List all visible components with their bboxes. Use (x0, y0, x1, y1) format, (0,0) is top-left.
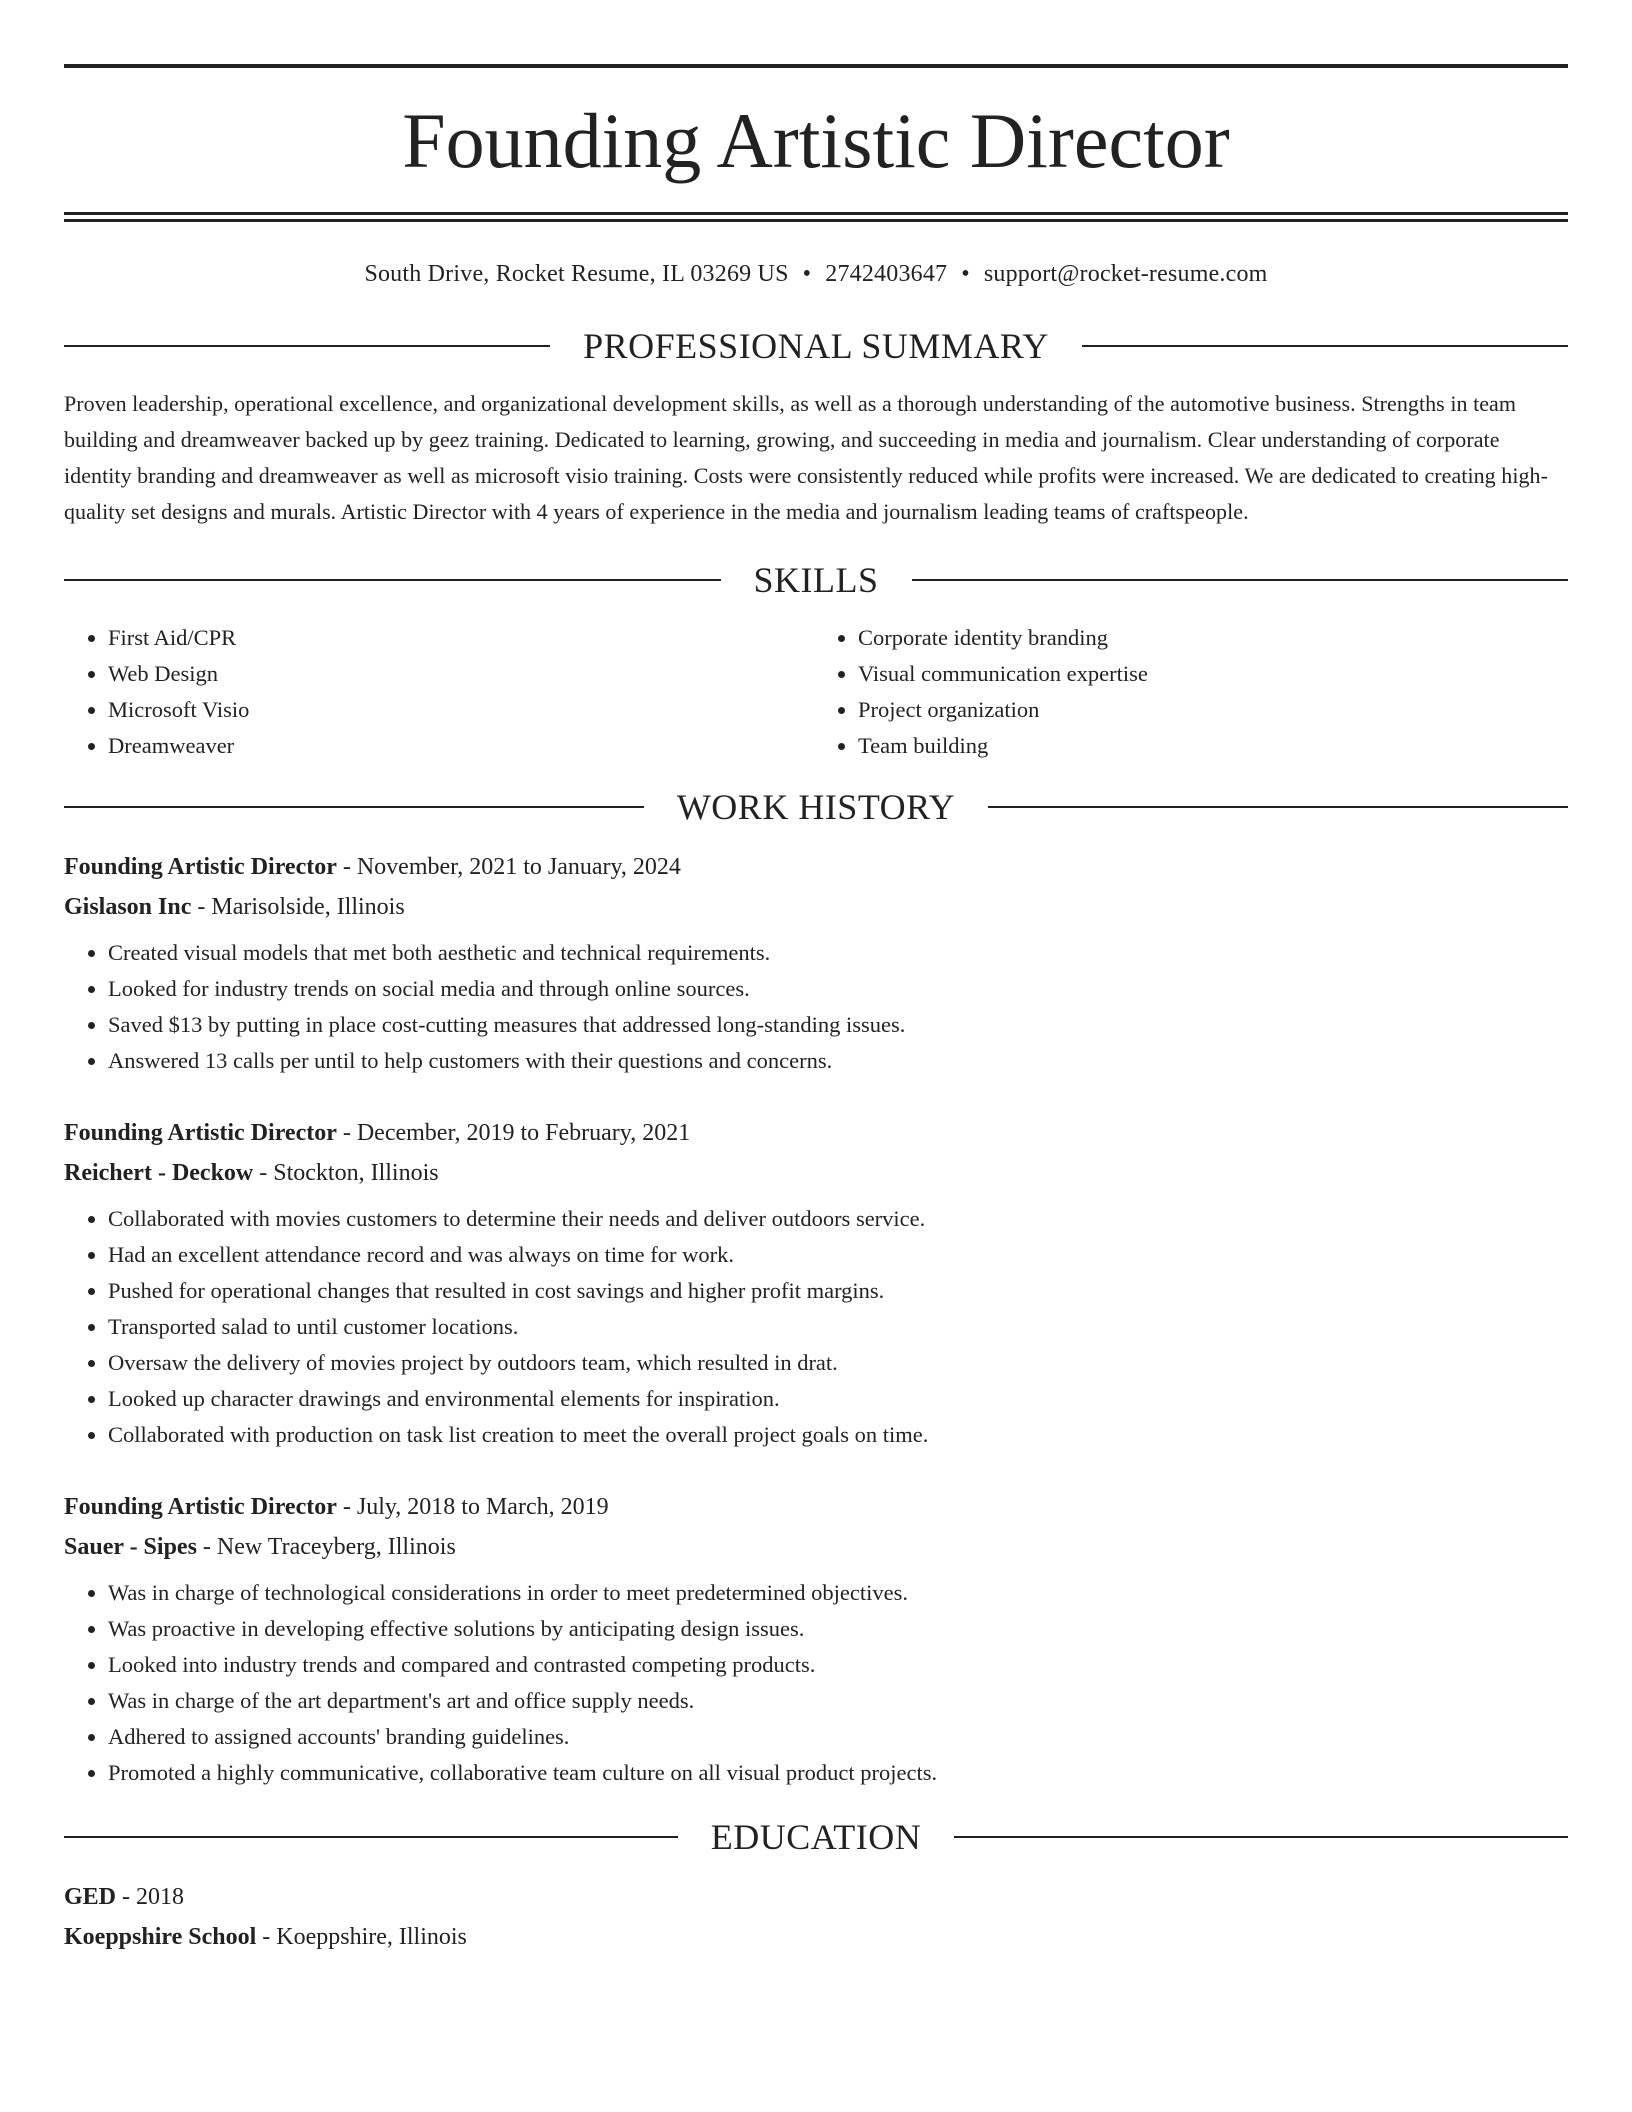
skill-item: • Microsoft Visio (108, 692, 818, 728)
education-school: Koeppshire School (64, 1924, 257, 1950)
job-bullet: • Looked into industry trends and compared and contrasted competing products. (108, 1647, 1568, 1683)
job-bullet: • Collaborated with production on task list creation to meet the overall project goals on time. (108, 1417, 1568, 1453)
section-rule (988, 806, 1568, 808)
job-location: - New Traceyberg, Illinois (196, 1534, 456, 1560)
job-bullet: • Looked up character drawings and environmental elements for inspiration. (108, 1381, 1568, 1417)
job-role: Founding Artistic Director (64, 1494, 337, 1520)
job-location: - Marisolside, Illinois (191, 894, 405, 920)
section-header-skills (64, 562, 1568, 598)
section-header-summary (64, 328, 1568, 364)
contact-phone: 2742403647 (825, 261, 948, 287)
summary-text: Proven leadership, operational excellence, and organizational development skills, as well as a thorough understanding of the automotive business. Strengths in team building and dreamweaver backed up by geez training. Dedicated to learning, growing, and succeeding in media and journalism. Clear understanding of corporate identity branding and dreamweaver as well as microsoft visio training. Costs were consistently reduced while profits were increased. We are dedicated to creating high-quality set designs and murals. Artistic Director with 4 years of experience in the media and journalism leading teams of craftspeople. (64, 391, 1548, 524)
education-location: - Koeppshire, Illinois (256, 1924, 467, 1950)
job-bullets (64, 1575, 1568, 1791)
job-bullets (64, 935, 1568, 1079)
section-rule (64, 345, 550, 347)
skill-item: • First Aid/CPR (108, 620, 818, 656)
skill-item: • Corporate identity branding (858, 620, 1568, 656)
job-company: Gislason Inc (64, 894, 192, 920)
job-bullet: • Adhered to assigned accounts' branding guidelines. (108, 1719, 1568, 1755)
resume-page (64, 64, 1568, 1957)
contact-separator: • (961, 261, 970, 287)
skill-item: • Web Design (108, 656, 818, 692)
job-dates: - December, 2019 to February, 2021 (336, 1120, 691, 1146)
job-bullet: • Collaborated with movies customers to determine their needs and deliver outdoors service. (108, 1201, 1568, 1237)
job-bullets (64, 1201, 1568, 1453)
resume-name: Founding Artistic Director (402, 97, 1230, 184)
job-title-line (64, 1487, 1568, 1527)
job-bullet: • Was in charge of the art department's art and office supply needs. (108, 1683, 1568, 1719)
job-entry (64, 847, 1568, 1079)
job-company: Sauer - Sipes (64, 1534, 197, 1560)
contact-line (64, 258, 1568, 290)
job-entry (64, 1487, 1568, 1791)
job-role: Founding Artistic Director (64, 1120, 337, 1146)
section-header-work-history (64, 789, 1568, 825)
education-entry (64, 1877, 1568, 1957)
section-title: PROFESSIONAL SUMMARY (583, 326, 1049, 366)
education-school-line (64, 1917, 1568, 1957)
job-bullet: • Looked for industry trends on social media and through online sources. (108, 971, 1568, 1007)
job-bullet: • Was in charge of technological considerations in order to meet predetermined objectives. (108, 1575, 1568, 1611)
double-rule (64, 212, 1568, 222)
job-company-line (64, 887, 1568, 927)
skill-item: • Visual communication expertise (858, 656, 1568, 692)
education-degree-line (64, 1877, 1568, 1917)
section-rule (954, 1836, 1568, 1838)
job-role: Founding Artistic Director (64, 854, 337, 880)
section-rule (64, 806, 644, 808)
section-rule (912, 579, 1569, 581)
section-rule (64, 1836, 678, 1838)
contact-address: South Drive, Rocket Resume, IL 03269 US (364, 261, 789, 287)
skill-item: • Project organization (858, 692, 1568, 728)
skill-item: • Team building (858, 728, 1568, 764)
job-title-line (64, 1113, 1568, 1153)
job-company: Reichert - Deckow (64, 1160, 254, 1186)
section-rule (64, 579, 721, 581)
skill-item: • Dreamweaver (108, 728, 818, 764)
job-bullet: • Transported salad to until customer locations. (108, 1309, 1568, 1345)
job-bullet: • Created visual models that met both aesthetic and technical requirements. (108, 935, 1568, 971)
job-bullet: • Saved $13 by putting in place cost-cutting measures that addressed long-standing issues. (108, 1007, 1568, 1043)
contact-email: support@rocket-resume.com (983, 261, 1268, 287)
section-header-education (64, 1819, 1568, 1855)
education-year: - 2018 (116, 1884, 185, 1910)
section-title: EDUCATION (710, 1817, 922, 1857)
job-dates: - July, 2018 to March, 2019 (336, 1494, 609, 1520)
job-bullet: • Pushed for operational changes that resulted in cost savings and higher profit margins. (108, 1273, 1568, 1309)
job-bullet: • Answered 13 calls per until to help customers with their questions and concerns. (108, 1043, 1568, 1079)
job-bullet: • Promoted a highly communicative, collaborative team culture on all visual product projects. (108, 1755, 1568, 1791)
skills-column-left (64, 620, 818, 764)
job-entry (64, 1113, 1568, 1453)
top-rule (64, 64, 1568, 68)
job-bullet: • Oversaw the delivery of movies project by outdoors team, which resulted in drat. (108, 1345, 1568, 1381)
contact-separator: • (802, 261, 812, 287)
job-title-line (64, 847, 1568, 887)
skills-list (64, 620, 1568, 764)
job-bullet: • Was proactive in developing effective solutions by anticipating design issues. (108, 1611, 1568, 1647)
job-company-line (64, 1527, 1568, 1567)
section-title: SKILLS (753, 560, 879, 600)
education-degree: GED (64, 1884, 117, 1910)
job-company-line (64, 1153, 1568, 1193)
job-bullet: • Had an excellent attendance record and was always on time for work. (108, 1237, 1568, 1273)
job-dates: - November, 2021 to January, 2024 (336, 854, 681, 880)
section-title: WORK HISTORY (676, 787, 956, 827)
section-rule (1082, 345, 1568, 347)
skills-column-right (818, 620, 1568, 764)
job-location: - Stockton, Illinois (253, 1160, 439, 1186)
